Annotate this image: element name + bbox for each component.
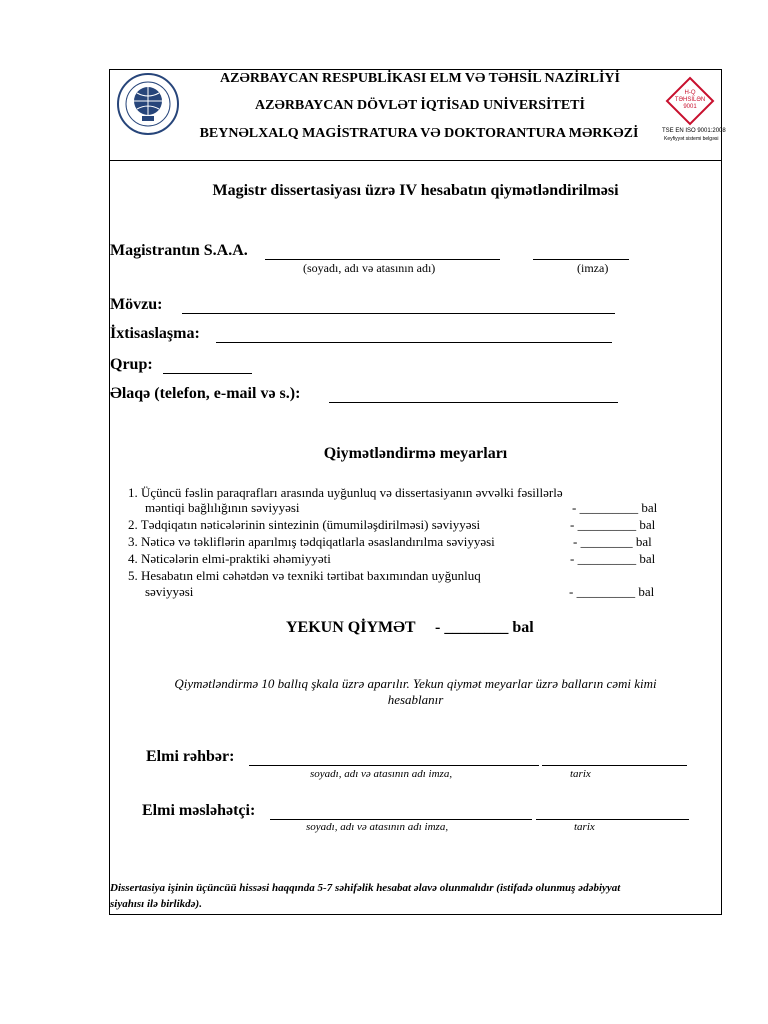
- cert-badge-text-3: 9001: [683, 104, 697, 110]
- criterion-2-text: 2. Tədqiqatın nəticələrinin sintezinin (ümumiləşdirilməsi) səviyyəsi: [128, 517, 481, 532]
- criterion-1-score[interactable]: - _________ bal: [572, 500, 658, 515]
- criterion-1-text: 1. Üçüncü fəslin paraqrafları arasında uyğunluq və dissertasiyanın əvvəlki fəsillərlə: [128, 485, 563, 500]
- grading-note-line-1: Qiymətləndirmə 10 ballıq şkala üzrə aparılır. Yekun qiymət meyarlar üzrə balların cəmi kimi: [174, 676, 657, 691]
- cert-badge-text-2: TƏHSİLƏN: [674, 97, 706, 103]
- criterion-5-text: 5. Hesabatın elmi cəhətdən və texniki tərtibat baxımından uyğunluq: [128, 568, 481, 583]
- cert-badge-text-1: H-Q: [684, 90, 696, 96]
- consultant-label: Elmi məsləhətçi:: [142, 802, 256, 819]
- consultant-name-line[interactable]: [270, 804, 532, 820]
- supervisor-name-line[interactable]: [249, 750, 539, 766]
- criterion-5-score[interactable]: - _________ bal: [569, 584, 655, 599]
- criterion-1-text-cont: məntiqi bağlılığının səviyyəsi: [145, 500, 300, 515]
- consultant-date-caption: tarix: [574, 821, 595, 833]
- criterion-4-score[interactable]: - _________ bal: [570, 551, 656, 566]
- center-title: BEYNƏLXALQ MAGİSTRATURA VƏ DOKTORANTURA MƏRKƏZİ: [199, 126, 639, 141]
- supervisor-name-caption: soyadı, adı və atasının adı imza,: [310, 768, 453, 780]
- footer-note-line-1: Dissertasiya işinin üçüncüü hissəsi haqqında 5-7 səhifəlik hesabat əlavə olunmalıdır (istifadə olunmuş ədəbiyyat: [110, 882, 621, 894]
- criterion-3-text: 3. Nəticə və təkliflərin aparılmış tədqiqatlarla əsaslandırılma səviyyəsi: [128, 534, 495, 549]
- group-label: Qrup:: [110, 356, 153, 373]
- criterion-4-text: 4. Nəticələrin elmi-praktiki əhəmiyyəti: [128, 551, 331, 566]
- cert-standard-text: TSE EN ISO 9001:2008: [662, 128, 726, 134]
- specialization-label: İxtisaslaşma:: [110, 325, 200, 342]
- form-title: Magistr dissertasiyası üzrə IV hesabatın qiymətləndirilməsi: [212, 182, 619, 199]
- specialization-line[interactable]: [216, 327, 612, 343]
- student-name-line[interactable]: [265, 243, 500, 260]
- university-title: AZƏRBAYCAN DÖVLƏT İQTİSAD UNİVERSİTETİ: [255, 98, 585, 113]
- contact-line[interactable]: [329, 387, 618, 403]
- criteria-heading: Qiymətləndirmə meyarları: [323, 445, 508, 462]
- final-grade-label: YEKUN QİYMƏT: [286, 619, 416, 636]
- supervisor-label-text: Elmi rəhbər: [146, 748, 230, 765]
- criterion-5-text-cont: səviyyəsi: [145, 584, 194, 599]
- student-label: Magistrantın S.A.A.: [110, 242, 248, 259]
- footer-note-line-2: siyahısı ilə birlikdə).: [110, 898, 202, 910]
- supervisor-date-caption: tarix: [570, 768, 591, 780]
- supervisor-label: Elmi rəhbər:: [146, 748, 235, 765]
- criterion-3-score[interactable]: - ________ bal: [573, 534, 652, 549]
- consultant-name-caption: soyadı, adı və atasının adı imza,: [306, 821, 449, 833]
- student-name-caption: (soyadı, adı və atasının adı): [303, 261, 436, 275]
- topic-label: Mövzu:: [110, 296, 163, 313]
- topic-line[interactable]: [182, 298, 615, 314]
- ministry-title: AZƏRBAYCAN RESPUBLİKASI ELM VƏ TƏHSİL NAZİRLİYİ: [220, 71, 620, 86]
- grading-note-line-2: hesablanır: [387, 692, 444, 707]
- supervisor-date-line[interactable]: [542, 750, 687, 766]
- student-signature-line[interactable]: [533, 243, 629, 260]
- consultant-date-line[interactable]: [536, 804, 689, 820]
- final-grade-blank[interactable]: - ________ bal: [435, 619, 534, 636]
- group-line[interactable]: [163, 358, 252, 374]
- cert-system-text: Keyfiyyət sistemi belgəsi: [664, 136, 719, 142]
- criterion-2-score[interactable]: - _________ bal: [570, 517, 656, 532]
- header-divider: [109, 160, 722, 161]
- contact-label: Əlaqə (telefon, e-mail və s.):: [110, 385, 301, 402]
- student-signature-caption: (imza): [577, 261, 609, 275]
